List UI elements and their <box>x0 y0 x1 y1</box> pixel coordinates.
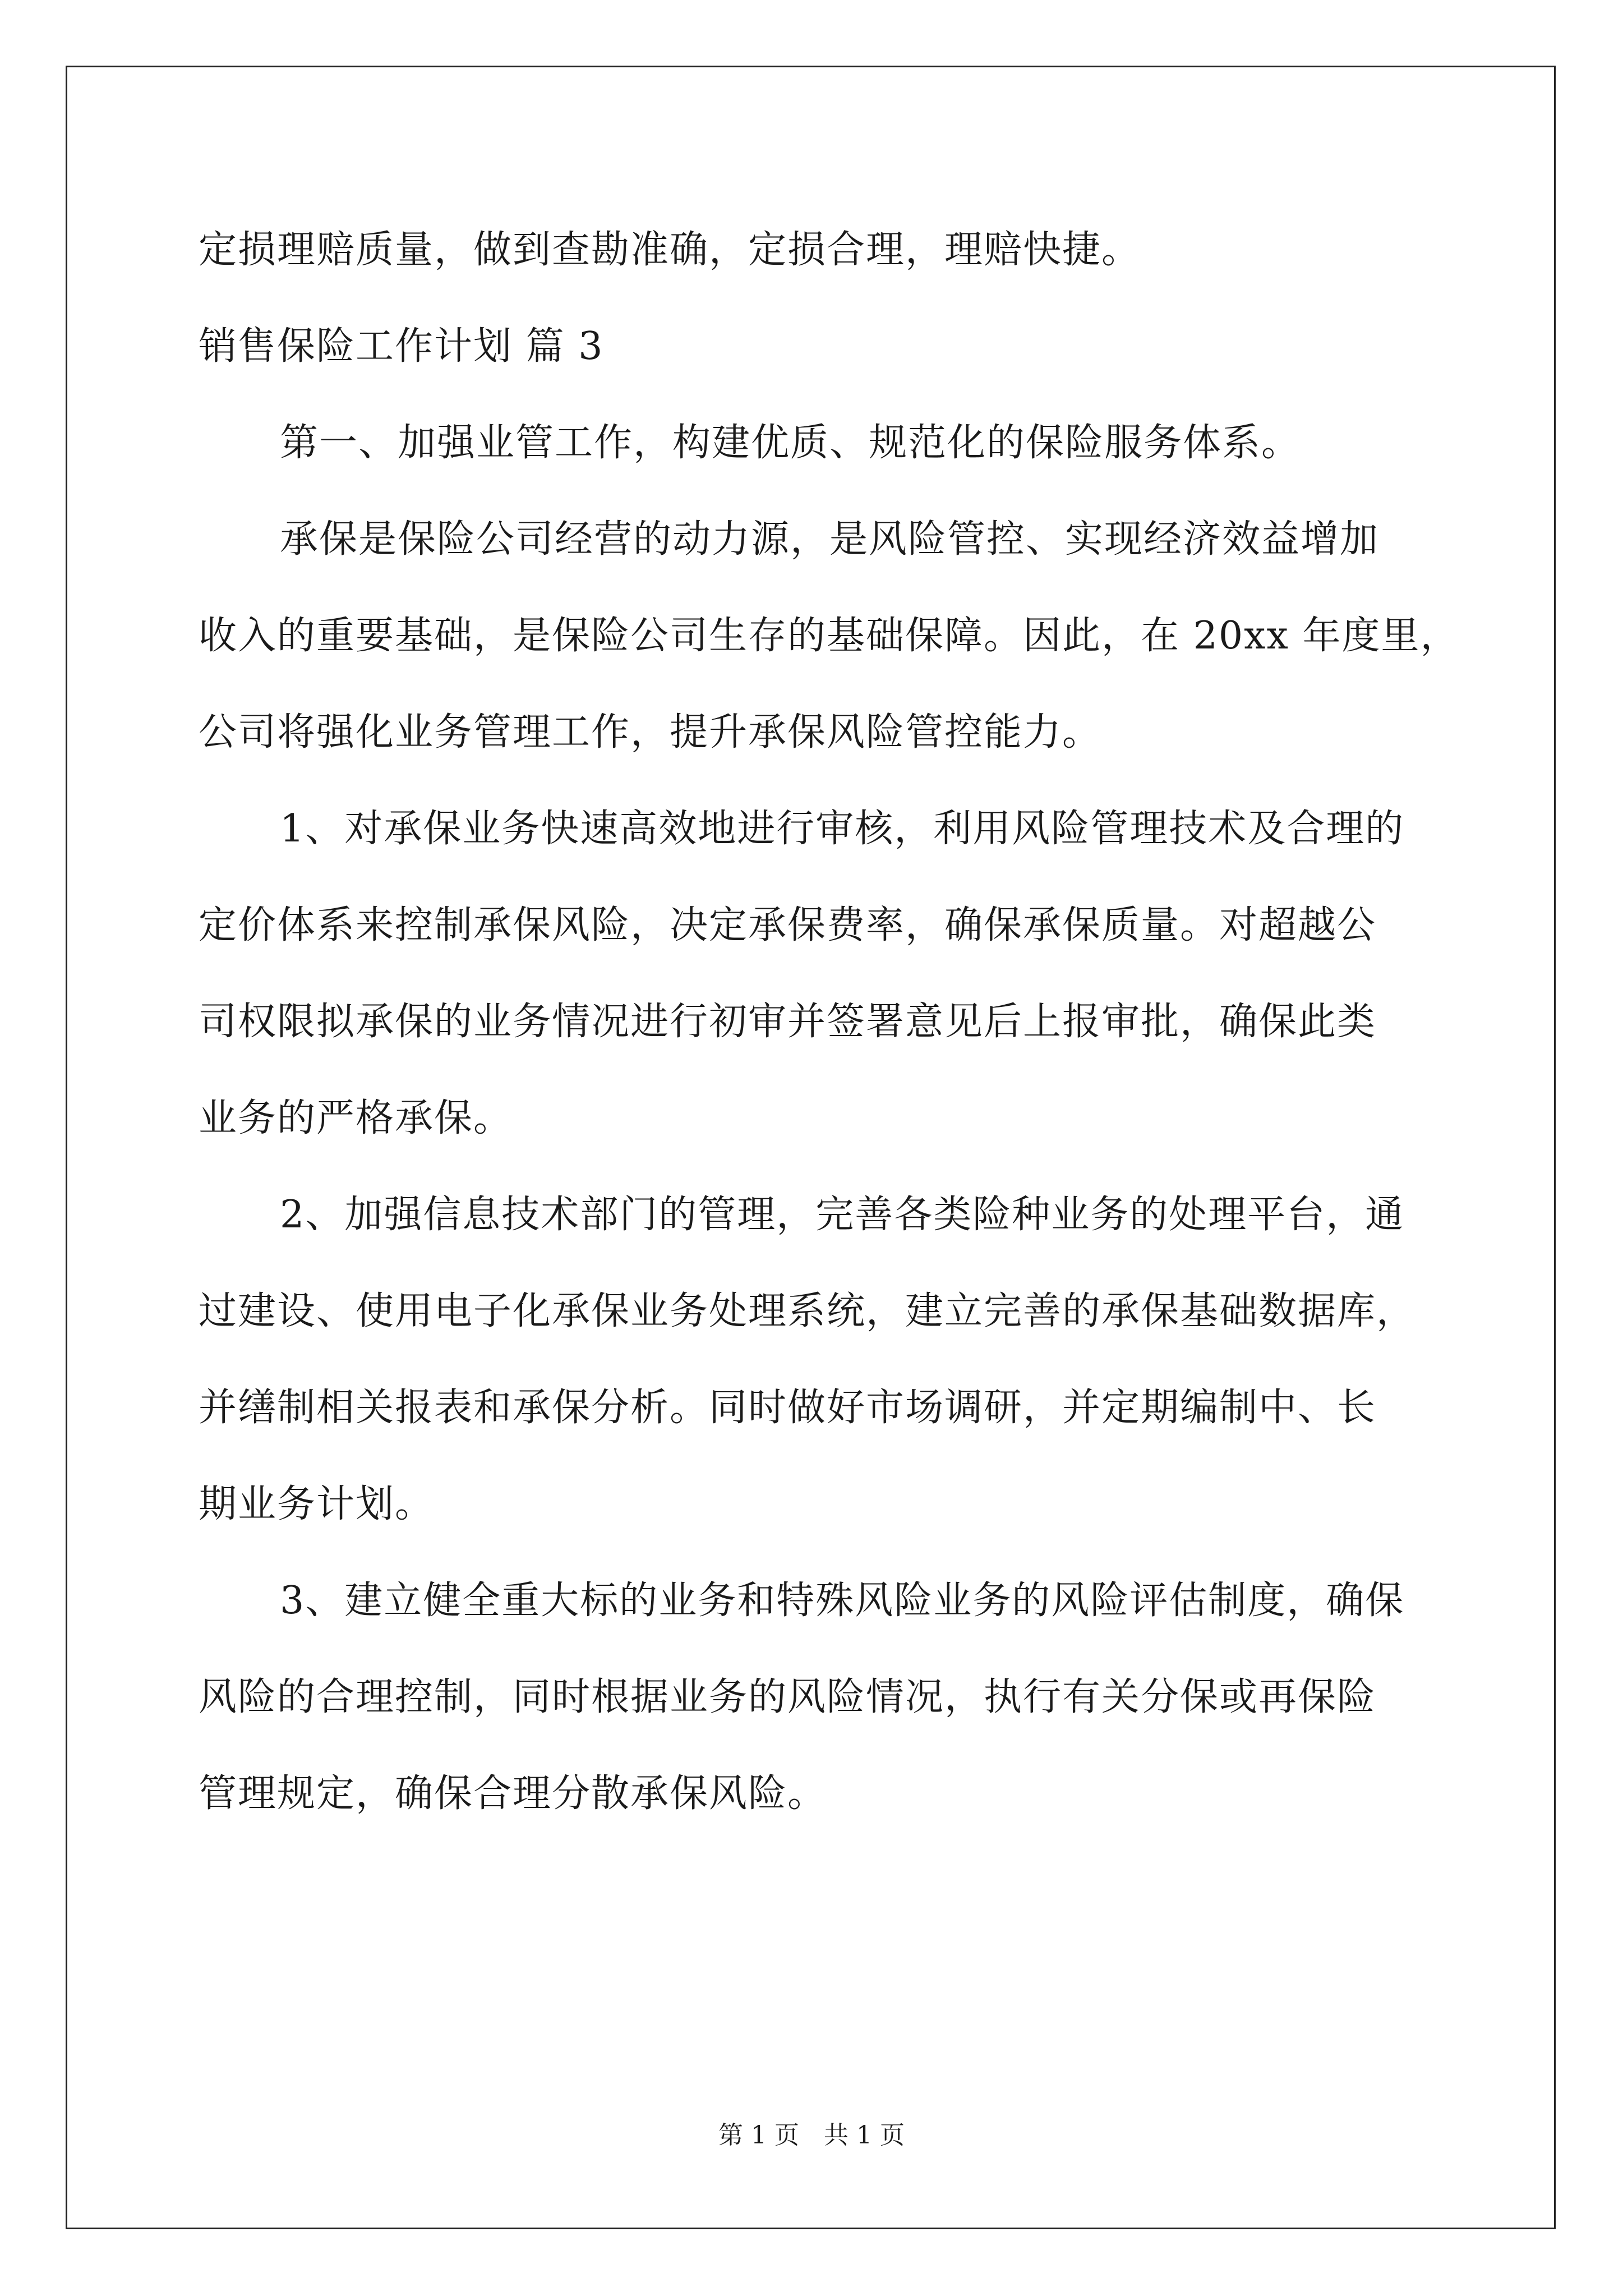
page-number: 第 1 页 共 1 页 <box>718 2121 905 2150</box>
text-line: 1、对承保业务快速高效地进行审核，利用风险管理技术及合理的 <box>280 807 1405 851</box>
text-line: 过建设、使用电子化承保业务处理系统，建立完善的承保基础数据库， <box>199 1289 1416 1333</box>
text-line: 管理规定，确保合理分散承保风险。 <box>199 1772 827 1816</box>
document-body <box>199 202 1460 1842</box>
text-line: 期业务计划。 <box>199 1482 435 1526</box>
section-heading: 销售保险工作计划 篇 3 <box>199 324 604 369</box>
text-line: 司权限拟承保的业务情况进行初审并签署意见后上报审批，确保此类 <box>199 1000 1377 1044</box>
text-line: 定价体系来控制承保风险，决定承保费率，确保承保质量。对超越公 <box>199 903 1377 947</box>
text-line: 3、建立健全重大标的业务和特殊风险业务的风险评估制度，确保 <box>280 1579 1405 1623</box>
text-line: 业务的严格承保。 <box>199 1096 513 1140</box>
text-line: 收入的重要基础，是保险公司生存的基础保障。因此，在 20xx 年度里， <box>199 614 1460 658</box>
text-line: 风险的合理控制，同时根据业务的风险情况，执行有关分保或再保险 <box>199 1675 1377 1719</box>
text-line: 2、加强信息技术部门的管理，完善各类险种业务的处理平台，通 <box>280 1193 1405 1237</box>
text-line: 公司将强化业务管理工作，提升承保风险管控能力。 <box>199 710 1102 754</box>
text-line: 定损理赔质量，做到查勘准确，定损合理，理赔快捷。 <box>199 228 1141 272</box>
text-line: 并缮制相关报表和承保分析。同时做好市场调研，并定期编制中、长 <box>199 1386 1377 1430</box>
text-line: 第一、加强业管工作，构建优质、规范化的保险服务体系。 <box>280 421 1301 465</box>
text-line: 承保是保险公司经营的动力源，是风险管控、实现经济效益增加 <box>280 517 1380 562</box>
